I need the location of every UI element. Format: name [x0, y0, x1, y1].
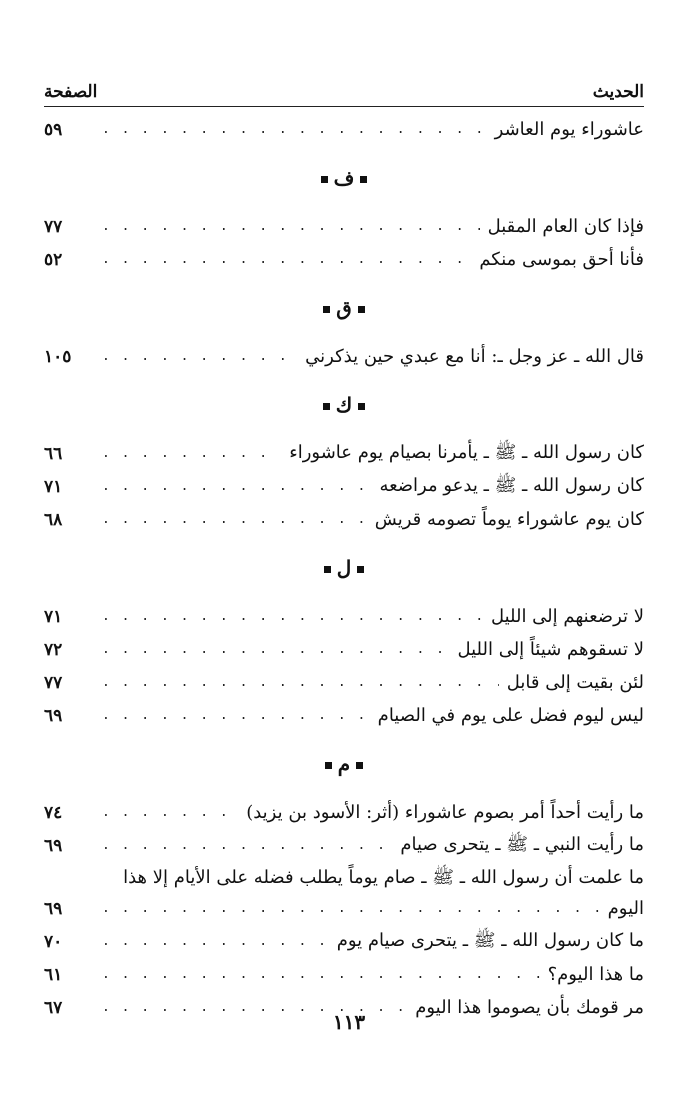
- dot-leader: [102, 901, 600, 916]
- entry-page-number: ٧١: [44, 606, 63, 627]
- section-letter: ل: [336, 556, 352, 580]
- entry-page-number: ٥٢: [44, 249, 63, 270]
- dot-leader: [102, 446, 281, 461]
- entry-page-number: ٧١: [44, 476, 63, 497]
- entry-text: ما رأيت النبي ـ ﷺ ـ يتحرى صيام: [400, 833, 644, 855]
- heading-square-right: [323, 306, 330, 313]
- section-letter-heading: [44, 146, 644, 210]
- entry-text: كان يوم عاشوراء يوماً تصومه قريش: [374, 509, 644, 530]
- entry-text-continuation: اليوم: [607, 898, 644, 919]
- index-entry-continuation: [44, 892, 644, 925]
- dot-leader: [102, 838, 392, 853]
- dot-leader: [102, 675, 499, 690]
- entry-page-number: ٥٩: [44, 119, 63, 140]
- entry-page-number: ٦٧: [44, 997, 63, 1018]
- entry-page-number: ١٠٥: [44, 346, 72, 367]
- dot-leader: [102, 967, 540, 982]
- heading-square-left: [358, 306, 365, 313]
- section-letter: م: [337, 752, 351, 776]
- entry-page-number: ٦٦: [44, 443, 63, 464]
- section-letter-heading: [44, 373, 644, 437]
- entry-text: لئن بقيت إلى قابل: [506, 672, 644, 693]
- index-entry: [44, 633, 644, 666]
- entry-page-number: ٦٩: [44, 835, 63, 856]
- section-letter-heading: [44, 732, 644, 796]
- entry-text: لا تسقوهم شيئاً إلى الليل: [457, 639, 644, 660]
- entry-page-number: ٧٧: [44, 216, 63, 237]
- entry-page-number: ٧٠: [44, 931, 63, 952]
- dot-leader: [102, 642, 449, 657]
- index-entry: [44, 210, 644, 243]
- section-letter: ف: [333, 166, 355, 190]
- section-letter: ق: [336, 296, 352, 320]
- section-letter-heading: [44, 536, 644, 600]
- heading-square-left: [358, 403, 365, 410]
- index-entry: [44, 437, 644, 470]
- entry-text: فإذا كان العام المقبل: [487, 216, 644, 237]
- entry-page-number: ٦٩: [44, 705, 63, 726]
- index-entry: [44, 862, 644, 892]
- entry-text: ما علمت أن رسول الله ـ ﷺ ـ صام يوماً يطلب فضله على الأيام إلا هذا: [123, 867, 644, 888]
- index-entry: [44, 113, 644, 146]
- dot-leader: [102, 934, 329, 949]
- heading-square-right: [321, 176, 328, 183]
- entry-page-number: ٦٨: [44, 509, 63, 530]
- entry-text: ما كان رسول الله ـ ﷺ ـ يتحرى صيام يوم: [336, 929, 644, 951]
- heading-square-left: [360, 176, 367, 183]
- entry-text: مر قومك بأن يصوموا هذا اليوم: [415, 997, 644, 1018]
- entry-text: ما هذا اليوم؟: [547, 964, 644, 985]
- entry-page-number: ٧٤: [44, 802, 63, 823]
- entry-page-number: ٦٩: [44, 898, 63, 919]
- index-entry: [44, 925, 644, 958]
- dot-leader: [102, 252, 471, 267]
- index-entry: [44, 699, 644, 732]
- heading-square-right: [325, 762, 332, 769]
- index-entry: [44, 243, 644, 276]
- index-entry: [44, 666, 644, 699]
- index-page: [44, 70, 644, 1024]
- entry-text: كان رسول الله ـ ﷺ ـ يدعو مراضعه: [379, 474, 644, 496]
- entry-text: عاشوراء يوم العاشر: [494, 119, 644, 140]
- entry-text: لا ترضعنهم إلى الليل: [490, 606, 644, 627]
- index-entry: [44, 600, 644, 633]
- entry-text: كان رسول الله ـ ﷺ ـ يأمرنا بصيام يوم عاشوراء: [289, 441, 644, 463]
- index-entry: [44, 829, 644, 862]
- hadith-column-label: الحديث: [592, 82, 644, 102]
- entry-page-number: ٧٧: [44, 672, 63, 693]
- index-entry: [44, 796, 644, 829]
- entry-text: ما رأيت أحداً أمر بصوم عاشوراء (أثر: الأسود بن يزيد): [246, 802, 644, 823]
- entry-text: فأنا أحق بموسى منكم: [479, 249, 644, 270]
- entry-page-number: ٦١: [44, 964, 63, 985]
- dot-leader: [102, 479, 371, 494]
- section-letter: ك: [335, 393, 353, 417]
- heading-square-right: [323, 403, 330, 410]
- index-entries: [44, 113, 644, 1024]
- index-entry: [44, 470, 644, 503]
- dot-leader: [102, 122, 487, 137]
- heading-square-left: [357, 566, 364, 573]
- section-letter-heading: [44, 276, 644, 340]
- index-header: [44, 70, 644, 107]
- dot-leader: [102, 219, 480, 234]
- page-column-label: الصفحة: [44, 82, 98, 102]
- dot-leader: [102, 708, 370, 723]
- page-number: ١١٣: [332, 1010, 366, 1034]
- heading-square-right: [324, 566, 331, 573]
- index-entry: [44, 958, 644, 991]
- index-entry: [44, 340, 644, 373]
- dot-leader: [102, 512, 367, 527]
- heading-square-left: [356, 762, 363, 769]
- dot-leader: [102, 805, 238, 820]
- dot-leader: [102, 609, 483, 624]
- entry-text: قال الله ـ عز وجل ـ: أنا مع عبدي حين يذكرني: [305, 346, 644, 367]
- entry-page-number: ٧٢: [44, 639, 63, 660]
- entry-text: ليس ليوم فضل على يوم في الصيام: [377, 705, 644, 726]
- dot-leader: [102, 349, 297, 364]
- index-entry: [44, 503, 644, 536]
